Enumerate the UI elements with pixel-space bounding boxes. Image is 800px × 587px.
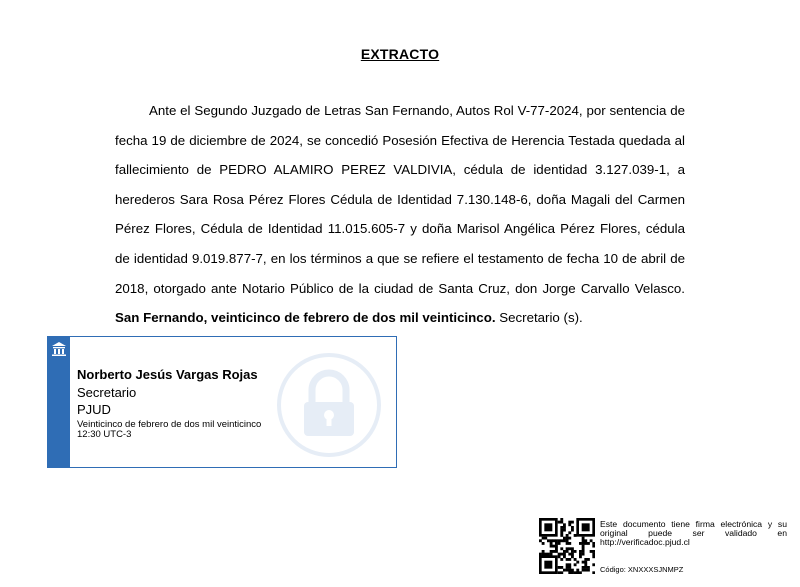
signer-organization: PJUD xyxy=(77,402,111,417)
lock-icon xyxy=(276,352,382,458)
verification-code: Código: XNXXXSJNMPZ xyxy=(600,565,684,574)
signature-date: Veinticinco de febrero de dos mil veinticinco xyxy=(77,419,262,430)
signer-name: Norberto Jesús Vargas Rojas xyxy=(77,367,258,382)
signature-stamp xyxy=(47,336,397,468)
qr-code xyxy=(539,518,595,574)
signature-timestamp xyxy=(77,420,261,440)
signature-time: 12:30 UTC-3 xyxy=(77,429,132,440)
building-icon xyxy=(51,341,67,357)
signature-side-bar xyxy=(48,337,70,467)
document-title: EXTRACTO xyxy=(360,46,440,62)
closing-place-date: San Fernando, veinticinco de febrero de dos mil veinticinco. xyxy=(115,310,496,326)
verification-notice: Este documento tiene firma electrónica y su original puede ser validado en http://verificadoc.pjud.cl xyxy=(600,519,787,547)
extract-body xyxy=(115,96,685,333)
extract-paragraph: Ante el Segundo Juzgado de Letras San Fernando, Autos Rol V-77-2024, por sentencia de fecha 19 de diciembre de 2024, se concedió Posesión Efectiva de Herencia Testada quedada al fallecimiento de PEDRO ALAMIRO PEREZ VALDIVIA, cédula de identidad 3.127.039-1, a herederos Sara Rosa Pérez Flores Cédula de Identidad 7.130.148-6, doña Magali del Carmen Pérez Flores, Cédula de Identidad 11.015.605-7 y doña Marisol Angélica Pérez Flores, cédula de identidad 9.019.877-7, en los términos a que se refiere el testamento de fecha 10 de abril de 2018, otorgado ante Notario Público de la ciudad de Santa Cruz, don Jorge Carvallo Velasco. xyxy=(115,103,685,296)
closing-signer: Secretario (s). xyxy=(495,310,583,326)
signer-role: Secretario xyxy=(77,385,137,400)
